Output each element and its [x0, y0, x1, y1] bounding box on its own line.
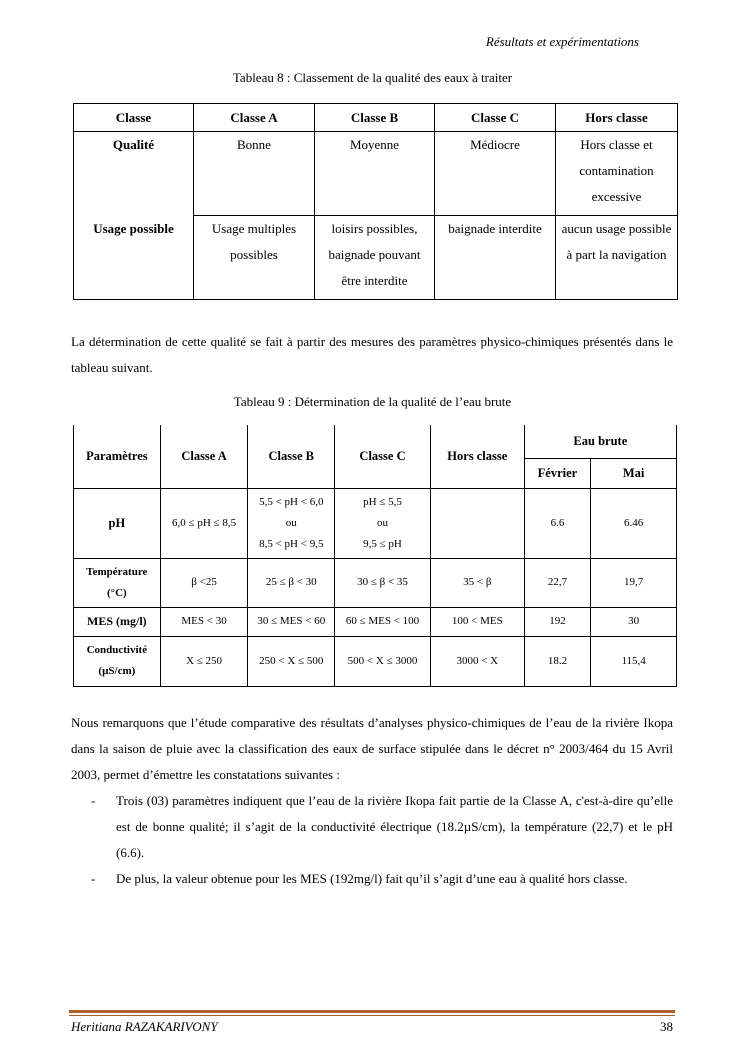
- list-item-text: De plus, la valeur obtenue pour les MES (192mg/l) fait qu’il s’agit d’une eau à qualité hors classe.: [116, 871, 628, 886]
- table9-cell: 6.46: [591, 488, 677, 558]
- table8-cell: loisirs possibles, baignade pouvant être interdite: [315, 216, 435, 300]
- table8-row-label: Usage possible: [74, 216, 194, 300]
- table9-cell: 3000 < X: [430, 636, 524, 686]
- table9-cell: [248, 488, 335, 558]
- table9-row-label-line: Température: [86, 565, 148, 578]
- table9-cond-row: [74, 636, 677, 686]
- list-dash: -: [91, 793, 96, 808]
- table9-cell: 18.2: [524, 636, 591, 686]
- running-header: Résultats et expérimentations: [485, 34, 639, 49]
- paragraph-analysis: [71, 710, 673, 892]
- table9-row-label: [74, 636, 161, 686]
- table9-row-label-line: Conductivité: [86, 644, 148, 656]
- list-item-text: Trois (03) paramètres indiquent que l’eau de la rivière Ikopa fait partie de la Classe A, c'est-à-dire qu’elle est de bonne qualité; il s’agit de la conductivité électrique (18.2µS/cm), la température (22,7) et le pH (6.6).: [116, 793, 673, 860]
- table8-header-cell: Classe A: [194, 104, 315, 132]
- table9-header-cell: Paramètres: [74, 425, 161, 488]
- table9-header-cell: Hors classe: [430, 425, 524, 488]
- table9-cell: 6.6: [524, 488, 591, 558]
- table8-cell: Usage multiples possibles: [194, 216, 315, 300]
- table9-cell: [335, 488, 431, 558]
- table9-cell: X ≤ 250: [160, 636, 248, 686]
- table8-header-cell: Classe C: [435, 104, 556, 132]
- table9-cell: 100 < MES: [430, 607, 524, 636]
- footer-author: Heritiana RAZAKARIVONY: [71, 1019, 218, 1034]
- table9-row-label-line: (°C): [107, 586, 127, 599]
- list-item: [71, 866, 673, 892]
- table9-header-cell: Classe B: [248, 425, 335, 488]
- table9-cell: 6,0 ≤ pH ≤ 8,5: [160, 488, 248, 558]
- table8-cell: baignade interdite: [435, 216, 556, 300]
- page-number: 38: [660, 1019, 673, 1034]
- table9-cell: β <25: [160, 558, 248, 607]
- table9-cell-line: 9,5 ≤ pH: [363, 537, 402, 550]
- table9-caption: Tableau 9 : Détermination de la qualité de l’eau brute: [233, 394, 512, 409]
- table9-mes-row: [74, 607, 677, 636]
- table9-cell: 19,7: [591, 558, 677, 607]
- table8-row-label: Qualité: [74, 132, 194, 216]
- footer-rule: [69, 1010, 675, 1013]
- table9-temp-row: [74, 558, 677, 607]
- findings-list: [71, 788, 673, 892]
- table8: [73, 103, 678, 300]
- table9-header-cell: Février: [524, 458, 591, 488]
- table9-cell: 30 ≤ β < 35: [335, 558, 431, 607]
- table8-header-cell: Hors classe: [556, 104, 678, 132]
- paragraph-intro: La détermination de cette qualité se fait à partir des mesures des paramètres physico-chimiques présentés dans le tableau suivant.: [71, 334, 673, 375]
- table8-header-row: [74, 104, 678, 132]
- table9-cell: 25 ≤ β < 30: [248, 558, 335, 607]
- table9-cell: MES < 30: [160, 607, 248, 636]
- table9-cell: 500 < X ≤ 3000: [335, 636, 431, 686]
- table8-caption: Tableau 8 : Classement de la qualité des eaux à traiter: [232, 70, 513, 85]
- list-item: [71, 788, 673, 866]
- table9-header-cell: Classe A: [160, 425, 248, 488]
- table9-cell-line: pH ≤ 5,5: [363, 495, 402, 508]
- table8-cell: Moyenne: [315, 132, 435, 216]
- table9: [73, 425, 677, 687]
- table9-cell-line: ou: [285, 516, 297, 529]
- table9-cell: [430, 488, 524, 558]
- table9-cell: 22,7: [524, 558, 591, 607]
- table8-header-cell: Classe: [74, 104, 194, 132]
- table9-cell: 192: [524, 607, 591, 636]
- table9-ph-row: [74, 488, 677, 558]
- table9-header-cell: Classe C: [335, 425, 431, 488]
- table9-cell: 30: [591, 607, 677, 636]
- table9-cell-line: 8,5 < pH < 9,5: [259, 537, 324, 550]
- table8-quality-row: [74, 132, 678, 216]
- footer-rule-thin: [69, 1015, 675, 1016]
- table9-cell-line: ou: [377, 516, 389, 529]
- table9-cell: 60 ≤ MES < 100: [335, 607, 431, 636]
- table8-cell: Médiocre: [435, 132, 556, 216]
- table9-cell: 35 < β: [430, 558, 524, 607]
- table8-usage-row: [74, 216, 678, 300]
- table9-header-cell: Eau brute: [524, 425, 676, 458]
- table8-cell: Bonne: [194, 132, 315, 216]
- table8-header-cell: Classe B: [315, 104, 435, 132]
- table9-cell: 115,4: [591, 636, 677, 686]
- table9-cell: 250 < X ≤ 500: [248, 636, 335, 686]
- table9-row-label: pH: [74, 488, 161, 558]
- table9-row-label: MES (mg/l): [74, 607, 161, 636]
- table9-header-cell: Mai: [591, 458, 677, 488]
- table9-cell: 30 ≤ MES < 60: [248, 607, 335, 636]
- table8-cell: Hors classe et contamination excessive: [556, 132, 678, 216]
- table9-cell-line: 5,5 < pH < 6,0: [259, 495, 324, 508]
- table9-row-label: [74, 558, 161, 607]
- table8-cell: aucun usage possible à part la navigation: [556, 216, 678, 300]
- paragraph-analysis-text: Nous remarquons que l’étude comparative des résultats d’analyses physico-chimiques de l’eau de la rivière Ikopa dans la saison de pluie avec la classification des eaux de surface stipulée dans le décret n° 2003/464 du 15 Avril 2003, permet d’émettre les constatations suivantes :: [71, 715, 673, 782]
- table9-header-row: [74, 425, 677, 458]
- list-dash: -: [91, 871, 96, 886]
- table9-row-label-line: (µS/cm): [98, 665, 136, 677]
